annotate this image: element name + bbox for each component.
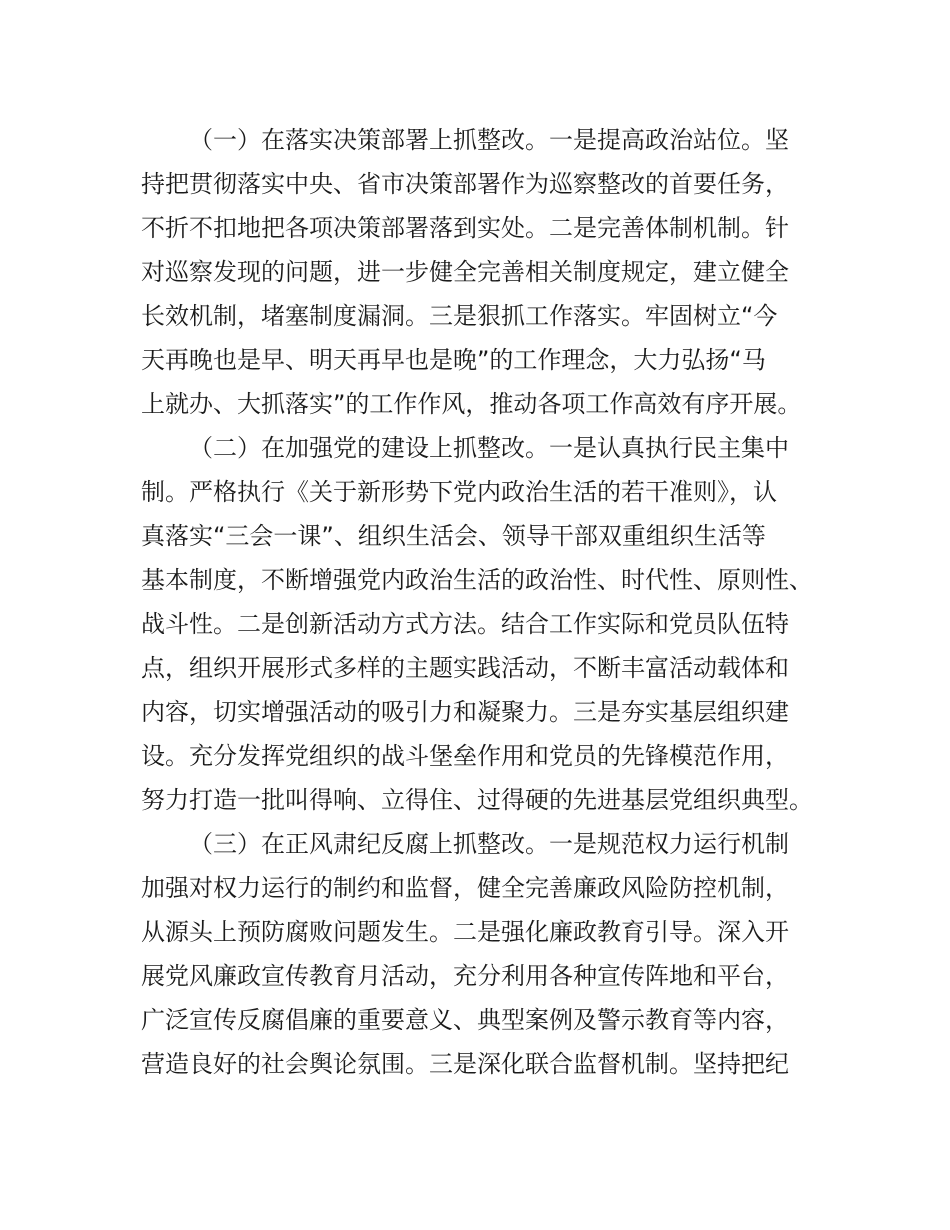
paragraph-line: 广泛宣传反腐倡廉的重要意义、典型案例及警示教育等内容， [141, 1006, 789, 1034]
paragraph-line: 展党风廉政宣传教育月活动，充分利用各种宣传阵地和平台， [141, 962, 789, 990]
paragraph-3 [141, 822, 817, 1086]
paragraph-line: （二）在加强党的建设上抓整改。一是认真执行民主集中 [189, 434, 789, 462]
paragraph-2 [141, 426, 817, 822]
paragraph-line: 从源头上预防腐败问题发生。二是强化廉政教育引导。深入开 [141, 918, 789, 946]
paragraph-line: 对巡察发现的问题，进一步健全完善相关制度规定，建立健全 [141, 258, 789, 286]
paragraph-line: 战斗性。二是创新活动方式方法。结合工作实际和党员队伍特 [141, 610, 789, 638]
paragraph-line: 基本制度，不断增强党内政治生活的政治性、时代性、原则性、 [141, 566, 813, 594]
paragraph-line: 上就办、大抓落实”的工作作风，推动各项工作高效有序开展。 [141, 390, 802, 418]
paragraph-line: 努力打造一批叫得响、立得住、过得硬的先进基层党组织典型。 [141, 786, 813, 814]
paragraph-line: 点，组织开展形式多样的主题实践活动，不断丰富活动载体和 [141, 654, 789, 682]
paragraph-line: （三）在正风肃纪反腐上抓整改。一是规范权力运行机制 [189, 830, 789, 858]
paragraph-line: 制。严格执行《关于新形势下党内政治生活的若干准则》，认 [141, 478, 777, 506]
paragraph-line: （一）在落实决策部署上抓整改。一是提高政治站位。坚 [189, 126, 789, 154]
paragraph-line: 不折不扣地把各项决策部署落到实处。二是完善体制机制。针 [141, 214, 789, 242]
paragraph-1 [141, 118, 817, 426]
paragraph-line: 内容，切实增强活动的吸引力和凝聚力。三是夯实基层组织建 [141, 698, 789, 726]
paragraph-line: 营造良好的社会舆论氛围。三是深化联合监督机制。坚持把纪 [141, 1050, 789, 1078]
paragraph-line: 设。充分发挥党组织的战斗堡垒作用和党员的先锋模范作用， [141, 742, 789, 770]
paragraph-line: 天再晚也是早、明天再早也是晚”的工作理念，大力弘扬“马 [141, 346, 766, 374]
paragraph-line: 长效机制，堵塞制度漏洞。三是狠抓工作落实。牢固树立“今 [141, 302, 778, 330]
paragraph-line: 持把贯彻落实中央、省市决策部署作为巡察整改的首要任务， [141, 170, 789, 198]
paragraph-line: 加强对权力运行的制约和监督，健全完善廉政风险防控机制， [141, 874, 789, 902]
document-body [141, 118, 817, 1086]
paragraph-line: 真落实“三会一课”、组织生活会、领导干部双重组织生活等 [141, 522, 766, 550]
